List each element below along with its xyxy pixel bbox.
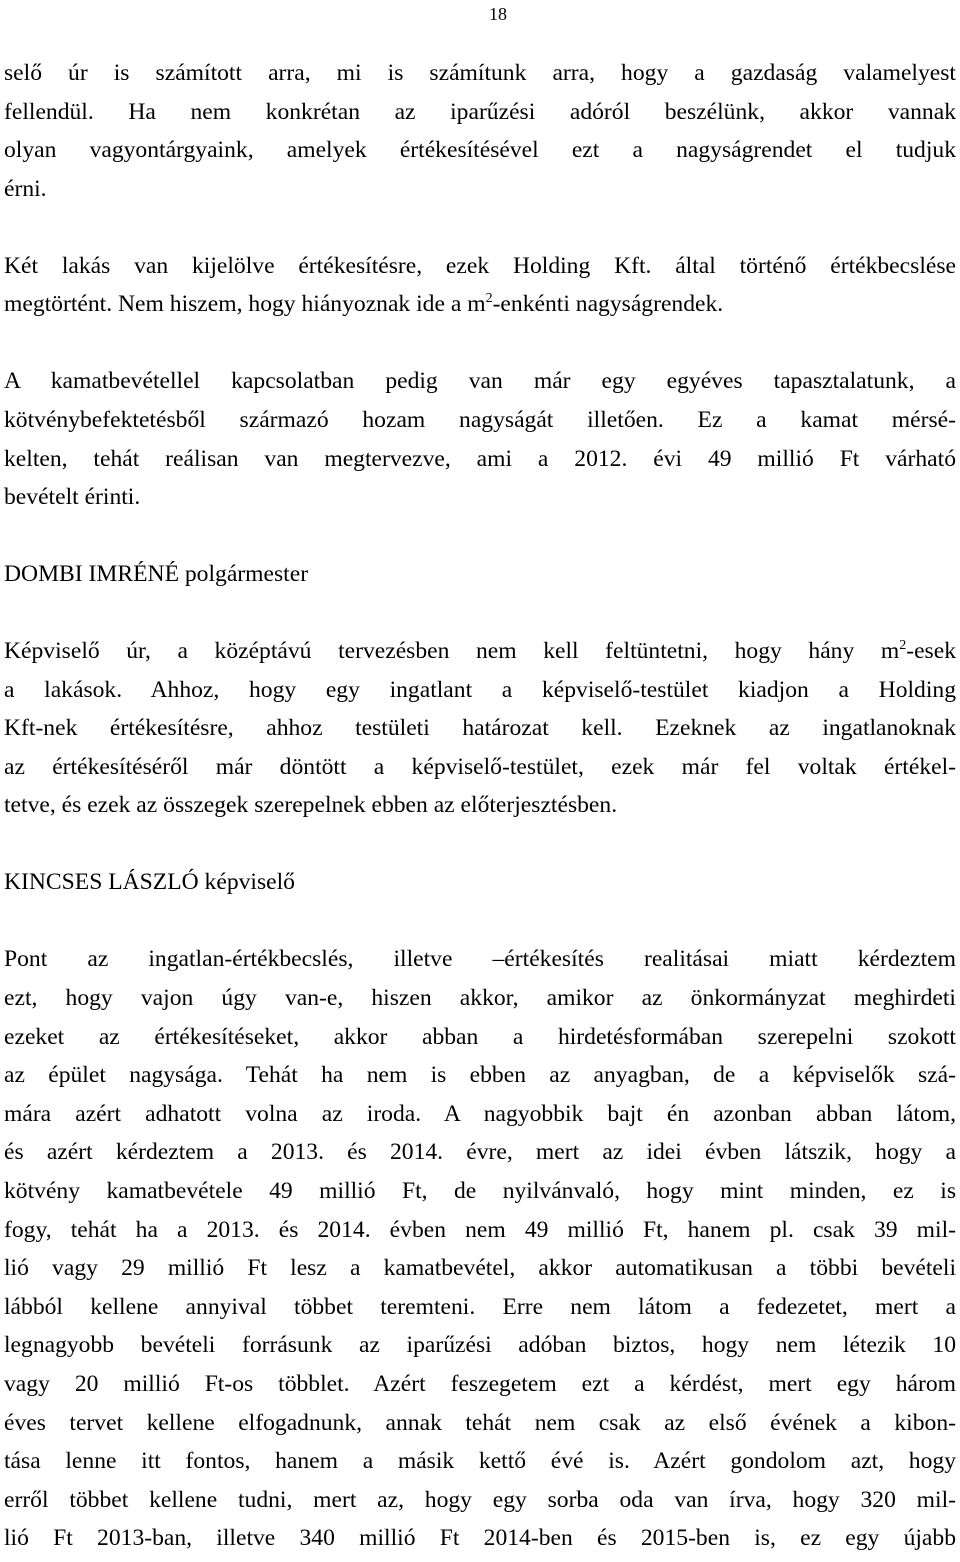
text-line: DOMBI IMRÉNÉ polgármester [4, 561, 309, 588]
text-run: -enkénti nagyságrendek. [492, 291, 724, 318]
text-line: lió vagy 29 millió Ft lesz a kamatbevétel, akkor automatikusan a többi bevételi [4, 1255, 956, 1282]
paragraph [4, 863, 956, 902]
paragraph [4, 247, 956, 324]
text-line: Pont az ingatlan-értékbecslés, illetve –értékesítés realitásai miatt kérdeztem [4, 946, 956, 973]
text-line: és azért kérdeztem a 2013. és 2014. évre, mert az idei évben látszik, hogy a [4, 1139, 956, 1166]
text-line: tetve, és ezek az összegek szerepelnek ebben az előterjesztésben. [4, 792, 618, 819]
text-line: erről többet kellene tudni, mert az, hogy egy sorba oda van írva, hogy 320 mil- [4, 1486, 956, 1513]
text-run: -esek [906, 638, 956, 665]
text-line: KINCSES LÁSZLÓ képviselő [4, 869, 295, 896]
text-line [4, 632, 956, 671]
paragraph [4, 54, 956, 208]
text-line: olyan vagyontárgyaink, amelyek értékesítésével ezt a nagyságrendet el tudjuk [4, 137, 956, 164]
text-line: éves tervet kellene elfogadnunk, annak tehát nem csak az első évének a kibon- [4, 1409, 956, 1436]
text-line: kötvénybefektetésből származó hozam nagyságát illetően. Ez a kamat mérsé- [4, 406, 956, 433]
text-line: kelten, tehát reálisan van megtervezve, ami a 2012. évi 49 millió Ft várható [4, 445, 956, 472]
paragraph [4, 362, 956, 516]
text-line: selő úr is számított arra, mi is számítunk arra, hogy a gazdaság valamelyest [4, 60, 956, 86]
paragraph [4, 632, 956, 825]
text-line: ezeket az értékesítéseket, akkor abban a hirdetésformában szerepelni szokott [4, 1023, 956, 1050]
superscript: 2 [899, 638, 907, 654]
text-line: mára azért adhatott volna az iroda. A nagyobbik bajt én azonban abban látom, [4, 1100, 956, 1127]
paragraph [4, 555, 956, 594]
document-body [4, 54, 956, 1558]
text-line: ezt, hogy vajon úgy van-e, hiszen akkor, amikor az önkormányzat meghirdeti [4, 985, 956, 1012]
text-run: megtörtént. Nem hiszem, hogy hiányoznak ide a m [4, 291, 486, 318]
paragraph [4, 940, 956, 1558]
text-line: a lakások. Ahhoz, hogy egy ingatlant a képviselő-testület kiadjon a Holding [4, 676, 956, 703]
text-line: az értékesítéséről már döntött a képviselő-testület, ezek már fel voltak értékel- [4, 753, 956, 780]
text-line: kötvény kamatbevétele 49 millió Ft, de nyilvánvaló, hogy mint minden, ez is [4, 1178, 956, 1204]
text-line [4, 285, 956, 324]
text-line: fellendül. Ha nem konkrétan az iparűzési adóról beszélünk, akkor vannak [4, 98, 956, 125]
text-line: Két lakás van kijelölve értékesítésre, ezek Holding Kft. által történő értékbecslése [4, 252, 956, 279]
text-line: legnagyobb bevételi forrásunk az iparűzési adóban biztos, hogy nem létezik 10 [4, 1332, 956, 1359]
text-run: Képviselő úr, a középtávú tervezésben nem kell feltüntetni, hogy hány m [4, 638, 900, 665]
text-line: lábból kellene annyival többet teremteni. Erre nem látom a fedezetet, mert a [4, 1293, 956, 1320]
text-line: az épület nagysága. Tehát ha nem is ebben az anyagban, de a képviselők szá- [4, 1062, 956, 1089]
page-number: 18 [489, 4, 507, 24]
superscript: 2 [485, 291, 493, 307]
text-line: Kft-nek értékesítésre, ahhoz testületi határozat kell. Ezeknek az ingatlanoknak [4, 715, 956, 742]
text-line: érni. [4, 175, 47, 202]
text-line: A kamatbevétellel kapcsolatban pedig van már egy egyéves tapasztalatunk, a [4, 368, 956, 395]
text-line: tása lenne itt fontos, hanem a másik kettő évé is. Azért gondolom azt, hogy [4, 1448, 956, 1475]
text-line: vagy 20 millió Ft-os többlet. Azért feszegetem ezt a kérdést, mert egy három [4, 1370, 956, 1397]
text-line: lió Ft 2013-ban, illetve 340 millió Ft 2014-ben és 2015-ben is, ez egy újabb [4, 1525, 956, 1552]
text-line: fogy, tehát ha a 2013. és 2014. évben nem 49 millió Ft, hanem pl. csak 39 mil- [4, 1216, 956, 1243]
text-line: bevételt érinti. [4, 484, 141, 511]
